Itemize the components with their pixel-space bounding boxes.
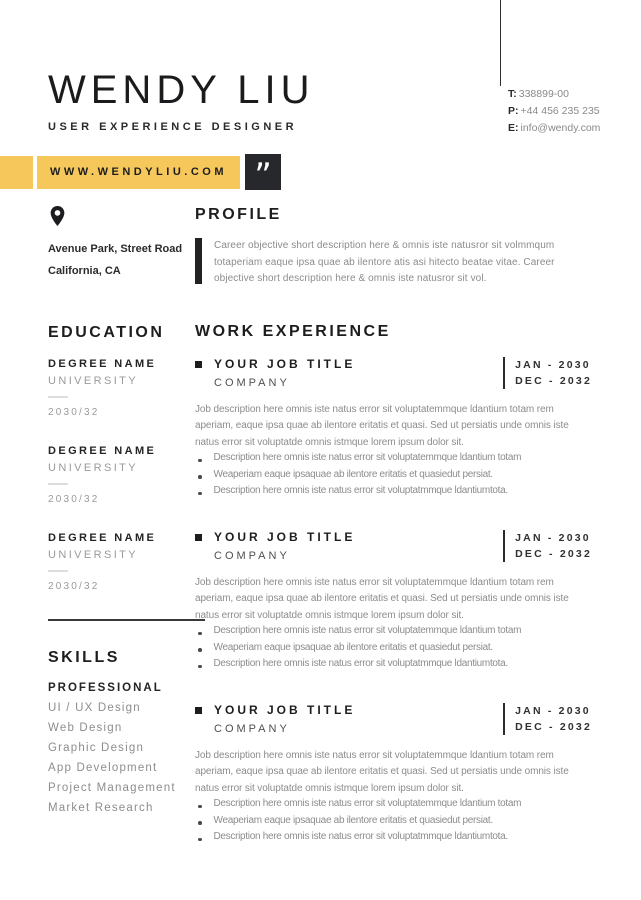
job-square-bullet [195, 361, 202, 368]
bullet-text: Weaperiam eaque ipsaquae ab ilentore eritatis et quasiedut persiat. [213, 468, 493, 480]
job-bullet-list [195, 452, 592, 502]
university-name: UNIVERSITY [48, 549, 139, 561]
content-columns [0, 206, 641, 876]
skill-item: UI / UX Design [48, 702, 141, 714]
contact-label: T: [508, 88, 517, 100]
job-title: YOUR JOB TITLE [214, 356, 356, 371]
university-name: UNIVERSITY [48, 462, 139, 474]
job-header-left [195, 530, 355, 563]
job-date-start: JAN - 2030 [515, 358, 591, 371]
job-date-end: DEC - 2032 [515, 720, 592, 733]
website-banner [0, 154, 641, 196]
quote-icon: ” [254, 156, 272, 196]
job-date-bar [503, 703, 505, 735]
job-header [195, 530, 592, 563]
section-heading-experience: WORK EXPERIENCE [195, 322, 391, 340]
job-square-bullet [195, 707, 202, 714]
bullet-dot [198, 459, 202, 463]
job-header-right [503, 530, 592, 562]
job-header [195, 357, 592, 390]
section-heading-profile: PROFILE [195, 206, 282, 223]
quote-box [245, 154, 281, 196]
sidebar [0, 206, 195, 876]
bullet-text: Description here omnis iste natus error sit voluptatemmque ldantium totam [213, 798, 522, 809]
degree-name: DEGREE NAME [48, 358, 157, 370]
bullet-text: Weaperiam eaque ipsaquae ab ilentore eritatis et quasiedut persiat. [213, 814, 493, 826]
header [0, 0, 641, 133]
job-bullet-item [195, 831, 592, 848]
website-band-stub [0, 156, 33, 189]
job-description: Job description here omnis iste natus error sit voluptatemmque ldantium totam rem aperiam, eaque ipsa quae ab ilentore eritatis et quasi. Sed ut persiatis unde omnis iste natus error sit voluptatde omnis istmque lorem ipsum dolor sit. [195, 403, 569, 448]
education-years: 2030/32 [48, 494, 100, 505]
bullet-text: Description here omnis iste natus error sit voluptatmmque ldantiumtota. [213, 831, 508, 842]
education-entry [48, 358, 195, 418]
bullet-dot [198, 665, 202, 669]
bullet-dot [198, 475, 202, 479]
entry-divider [48, 570, 68, 572]
main-column [195, 206, 641, 876]
bullet-dot [198, 632, 202, 636]
section-heading-education: EDUCATION [48, 324, 165, 341]
profile-summary [195, 238, 592, 288]
bullet-dot [198, 648, 202, 652]
skill-item: Graphic Design [48, 742, 145, 754]
bullet-dot [198, 838, 202, 842]
job-date-start: JAN - 2030 [515, 531, 591, 544]
education-years: 2030/32 [48, 581, 100, 592]
education-entry [48, 532, 195, 592]
education-entry [48, 445, 195, 505]
skills-category: PROFESSIONAL [48, 682, 163, 694]
job-bullet-item [195, 452, 592, 469]
job-header-left [195, 357, 355, 390]
degree-name: DEGREE NAME [48, 445, 157, 457]
job-title: YOUR JOB TITLE [214, 702, 356, 717]
profile-quote-bar [195, 238, 202, 284]
job-header-left [195, 703, 355, 736]
website-band [37, 156, 240, 189]
job-description: Job description here omnis iste natus error sit voluptatemmque ldantium totam rem aperiam, eaque ipsa quae ab ilentore eritatis et quasi. Sed ut persiatis unde omnis iste natus error sit voluptatde omnis istmque lorem ipsum dolor sit. [195, 576, 569, 621]
bullet-dot [198, 805, 202, 809]
job-bullet-item [195, 469, 592, 486]
job-header [195, 703, 592, 736]
bullet-dot [198, 821, 202, 825]
bullet-text: Weaperiam eaque ipsaquae ab ilentore eritatis et quasiedut persiat. [213, 641, 493, 653]
contact-label: P: [508, 105, 519, 117]
address-line-1: Avenue Park, Street Road [48, 243, 183, 255]
skill-item: Web Design [48, 722, 123, 734]
job-company: COMPANY [214, 722, 290, 735]
job-company: COMPANY [214, 549, 290, 562]
location-pin-icon [50, 206, 65, 226]
job-entry [195, 357, 592, 502]
job-titles [214, 530, 355, 563]
contact-row-phone2 [508, 103, 600, 120]
job-entry [195, 703, 592, 848]
job-date-end: DEC - 2032 [515, 374, 592, 387]
contact-row-email [508, 120, 600, 137]
entry-divider [48, 483, 68, 485]
bullet-dot [198, 492, 202, 496]
full-name: WENDY LIU [48, 68, 315, 112]
job-titles [214, 703, 355, 736]
job-date-bar [503, 357, 505, 389]
job-bullet-item [195, 815, 592, 832]
job-header-right [503, 703, 592, 735]
education-years: 2030/32 [48, 407, 100, 418]
contact-label: E: [508, 122, 519, 134]
job-bullet-item [195, 485, 592, 502]
bullet-text: Description here omnis iste natus error sit voluptatemmque ldantium totam [213, 625, 522, 636]
job-bullet-item [195, 798, 592, 815]
bullet-text: Description here omnis iste natus error sit voluptatmmque ldantiumtota. [213, 658, 508, 669]
address-line-2: California, CA [48, 265, 121, 277]
sidebar-divider [48, 619, 205, 621]
contact-value: +44 456 235 235 [520, 105, 600, 117]
contact-value: 338899-00 [518, 88, 569, 100]
entry-divider [48, 396, 68, 398]
job-titles [214, 357, 355, 390]
role-subtitle: USER EXPERIENCE DESIGNER [48, 121, 298, 133]
skill-item: App Development [48, 762, 158, 774]
job-dates [515, 530, 592, 562]
bullet-text: Description here omnis iste natus error sit voluptatmmque ldantiumtota. [213, 485, 508, 496]
contact-row-phone1 [508, 86, 600, 103]
job-description: Job description here omnis iste natus error sit voluptatemmque ldantium totam rem aperiam, eaque ipsa quae ab ilentore eritatis et quasi. Sed ut persiatis unde omnis iste natus error sit voluptatde omnis istmque lorem ipsum dolor sit. [195, 749, 569, 794]
address [48, 238, 195, 282]
job-bullet-list [195, 798, 592, 848]
job-bullet-item [195, 625, 592, 642]
job-bullet-list [195, 625, 592, 675]
section-heading-skills: SKILLS [48, 649, 120, 666]
job-dates [515, 357, 592, 389]
job-company: COMPANY [214, 376, 290, 389]
contact-block [508, 86, 600, 137]
job-date-start: JAN - 2030 [515, 704, 591, 717]
job-date-bar [503, 530, 505, 562]
job-square-bullet [195, 534, 202, 541]
skill-item: Project Management [48, 782, 176, 794]
job-bullet-item [195, 642, 592, 659]
job-bullet-item [195, 658, 592, 675]
bullet-text: Description here omnis iste natus error sit voluptatemmque ldantium totam [213, 452, 522, 463]
university-name: UNIVERSITY [48, 375, 139, 387]
degree-name: DEGREE NAME [48, 532, 157, 544]
profile-text: Career objective short description here & omnis iste natusror sit volmmqum totaperiam eaque ipsa quae ab ilentore atis asi hitecto beatae vitae. Career objective short description here & omnis iste natusror sit vol. [214, 240, 555, 284]
job-dates [515, 703, 592, 735]
job-header-right [503, 357, 592, 389]
job-entry [195, 530, 592, 675]
skill-item: Market Research [48, 802, 154, 814]
contact-value: info@wendy.com [520, 122, 601, 134]
job-title: YOUR JOB TITLE [214, 529, 356, 544]
website-url: WWW.WENDYLIU.COM [50, 166, 227, 178]
job-date-end: DEC - 2032 [515, 547, 592, 560]
